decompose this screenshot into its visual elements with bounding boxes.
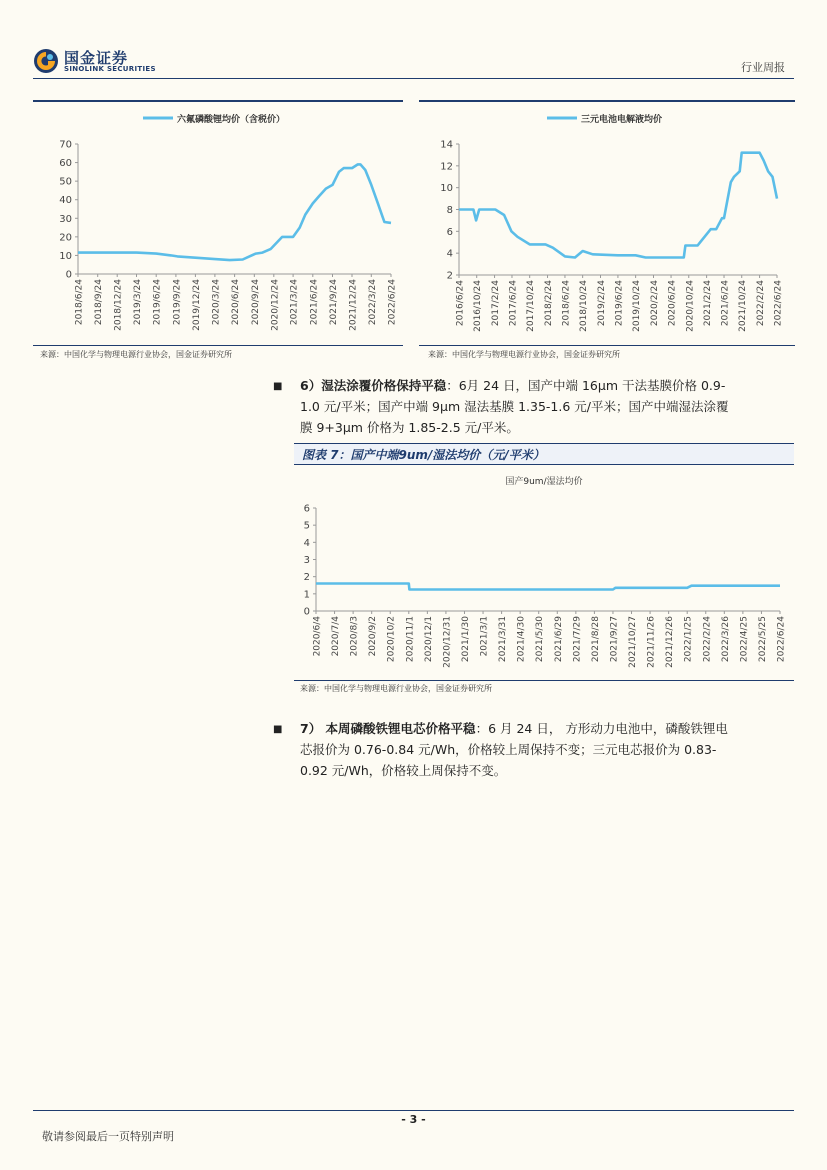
- separator-price-chart: [294, 466, 794, 680]
- y-tick-label: 10: [59, 250, 72, 262]
- x-tick-label: 2021/6/29: [553, 616, 564, 663]
- x-tick-label: 2021/10/27: [628, 616, 639, 668]
- x-tick-label: 2019/9/24: [172, 279, 183, 326]
- y-tick-label: 6: [303, 503, 310, 515]
- x-tick-label: 2022/3/24: [367, 279, 378, 326]
- y-tick-label: 3: [303, 555, 310, 566]
- chart-title: 国产9um/湿法均价: [505, 477, 583, 487]
- x-tick-label: 2018/6/24: [74, 279, 85, 326]
- y-tick-label: 4: [303, 537, 310, 549]
- x-tick-label: 2022/3/26: [720, 616, 731, 663]
- electrolyte-price-chart: [419, 104, 795, 344]
- figure-title: 图表 7：国产中端9um/湿法均价（元/平米）: [302, 448, 545, 462]
- series-line: [316, 584, 780, 590]
- bullet-marker: ■: [273, 724, 283, 735]
- y-tick-label: 0: [303, 606, 310, 618]
- x-tick-label: 2020/10/2: [386, 616, 397, 663]
- x-tick-label: 2021/6/24: [720, 280, 731, 327]
- x-tick-label: 2022/5/25: [757, 616, 768, 663]
- chart3-source: 来源：中国化学与物理电源行业协会，国金证券研究所: [300, 684, 492, 693]
- paragraph-lead: 6）湿法涂覆价格保持平稳: [300, 378, 447, 393]
- x-tick-label: 2020/2/24: [649, 280, 660, 327]
- paragraph-line: 0.92 元/Wh，价格较上周保持不变。: [300, 763, 507, 778]
- x-tick-label: 2020/11/1: [405, 616, 416, 663]
- logo-text-en: SINOLINK SECURITIES: [64, 65, 156, 73]
- paragraph-cell-price: [300, 718, 788, 781]
- x-tick-label: 2020/9/2: [368, 616, 379, 657]
- x-tick-label: 2019/10/24: [632, 280, 643, 332]
- y-tick-label: 30: [59, 213, 72, 225]
- chart1-bottom-rule: [33, 345, 403, 346]
- x-tick-label: 2019/6/24: [152, 279, 163, 326]
- footer-disclaimer: 敬请参阅最后一页特别声明: [42, 1130, 174, 1143]
- x-tick-label: 2018/10/24: [579, 280, 590, 332]
- x-tick-label: 2020/6/24: [667, 280, 678, 327]
- footer-rule: [33, 1110, 794, 1111]
- report-type: 行业周报: [741, 61, 785, 74]
- x-tick-label: 2017/2/24: [491, 280, 502, 327]
- x-tick-label: 2020/3/24: [211, 279, 222, 326]
- x-tick-label: 2022/4/25: [739, 616, 750, 663]
- y-tick-label: 5: [303, 520, 310, 532]
- x-tick-label: 2021/4/30: [516, 616, 527, 663]
- x-tick-label: 2022/2/24: [756, 280, 767, 327]
- legend-label: 六氟磷酸锂均价（含税价）: [177, 115, 286, 125]
- paragraph-line: ：6 月 24 日， 方形动力电池中，磷酸铁锂电: [475, 721, 728, 736]
- paragraph-separator-coating: [300, 375, 788, 438]
- x-tick-label: 2021/2/24: [703, 280, 714, 327]
- x-tick-label: 2022/2/24: [702, 616, 713, 663]
- chart1-source: 来源：中国化学与物理电源行业协会，国金证券研究所: [40, 350, 232, 359]
- x-tick-label: 2020/12/1: [423, 616, 434, 663]
- legend-label: 三元电池电解液均价: [581, 115, 663, 125]
- x-tick-label: 2016/6/24: [455, 280, 466, 327]
- x-tick-label: 2021/6/24: [309, 279, 320, 326]
- chart2-bottom-rule: [419, 345, 795, 346]
- x-tick-label: 2019/6/24: [614, 280, 625, 327]
- header-rule: [33, 78, 794, 79]
- series-line: [459, 153, 777, 258]
- x-tick-label: 2021/3/24: [289, 279, 300, 326]
- x-tick-label: 2020/12/24: [270, 279, 281, 331]
- x-tick-label: 2017/6/24: [508, 280, 519, 327]
- y-tick-label: 40: [59, 195, 72, 207]
- y-tick-label: 1: [303, 589, 310, 601]
- y-tick-label: 14: [440, 139, 453, 151]
- x-tick-label: 2020/10/24: [685, 280, 696, 332]
- chart1-top-rule: [33, 100, 403, 102]
- x-tick-label: 2020/12/31: [442, 616, 453, 668]
- x-tick-label: 2022/1/25: [683, 616, 694, 663]
- x-tick-label: 2019/3/24: [132, 279, 143, 326]
- x-tick-label: 2022/6/24: [773, 280, 784, 327]
- y-tick-label: 2: [446, 270, 453, 282]
- x-tick-label: 2021/12/26: [665, 616, 676, 668]
- x-tick-label: 2021/8/28: [590, 616, 601, 663]
- x-tick-label: 2020/6/24: [231, 279, 242, 326]
- x-tick-label: 2018/9/24: [94, 279, 105, 326]
- chart2-top-rule: [419, 100, 795, 102]
- x-tick-label: 2021/1/30: [460, 616, 471, 663]
- x-tick-label: 2019/12/24: [191, 279, 202, 331]
- x-tick-label: 2020/9/24: [250, 279, 261, 326]
- bullet-marker: ■: [273, 381, 283, 392]
- paragraph-line: ：6月 24 日，国产中端 16μm 干法基膜价格 0.9-: [446, 378, 726, 393]
- x-tick-label: 2021/5/30: [535, 616, 546, 663]
- y-tick-label: 70: [59, 139, 72, 151]
- x-tick-label: 2020/8/3: [349, 616, 360, 657]
- paragraph-line: 1.0 元/平米；国产中端 9μm 湿法基膜 1.35-1.6 元/平米；国产中端湿法涂覆: [300, 399, 729, 414]
- logo-text-cn: 国金证券: [64, 49, 129, 67]
- x-tick-label: 2018/2/24: [544, 280, 555, 327]
- x-tick-label: 2020/6/4: [312, 616, 323, 657]
- y-tick-label: 2: [303, 572, 310, 584]
- y-tick-label: 4: [446, 248, 453, 260]
- x-tick-label: 2021/9/27: [609, 616, 620, 663]
- y-tick-label: 10: [440, 183, 453, 195]
- x-tick-label: 2022/6/24: [776, 616, 787, 663]
- y-tick-label: 50: [59, 176, 72, 188]
- y-tick-label: 0: [65, 269, 72, 281]
- series-line: [78, 164, 391, 260]
- x-tick-label: 2020/7/4: [331, 616, 342, 657]
- paragraph-line: 芯报价为 0.76-0.84 元/Wh，价格较上周保持不变；三元电芯报价为 0.83-: [300, 742, 717, 757]
- paragraph-line: 膜 9+3μm 价格为 1.85-2.5 元/平米。: [300, 420, 519, 435]
- y-tick-label: 8: [446, 205, 453, 216]
- paragraph-lead: 7） 本周磷酸铁锂电芯价格平稳: [300, 721, 476, 736]
- x-tick-label: 2018/12/24: [113, 279, 124, 331]
- figure-title-bar: [294, 443, 794, 465]
- x-tick-label: 2019/2/24: [597, 280, 608, 327]
- chart3-bottom-rule: [294, 680, 794, 681]
- y-tick-label: 6: [446, 226, 453, 238]
- lipf6-price-chart: [33, 104, 405, 344]
- x-tick-label: 2021/3/1: [479, 616, 490, 657]
- x-tick-label: 2021/3/31: [498, 616, 509, 663]
- y-tick-label: 60: [59, 158, 72, 170]
- x-tick-label: 2016/10/24: [473, 280, 484, 332]
- x-tick-label: 2021/9/24: [329, 279, 340, 326]
- x-tick-label: 2021/12/24: [348, 279, 359, 331]
- logo-icon: [33, 48, 59, 74]
- x-tick-label: 2021/10/24: [738, 280, 749, 332]
- x-tick-label: 2021/7/29: [572, 616, 583, 663]
- x-tick-label: 2018/6/24: [561, 280, 572, 327]
- y-tick-label: 20: [59, 232, 72, 244]
- chart2-source: 来源：中国化学与物理电源行业协会，国金证券研究所: [428, 350, 620, 359]
- x-tick-label: 2022/6/24: [387, 279, 398, 326]
- x-tick-label: 2017/10/24: [526, 280, 537, 332]
- page-number: - 3 -: [401, 1113, 426, 1126]
- y-tick-label: 12: [440, 161, 453, 173]
- x-tick-label: 2021/11/26: [646, 616, 657, 668]
